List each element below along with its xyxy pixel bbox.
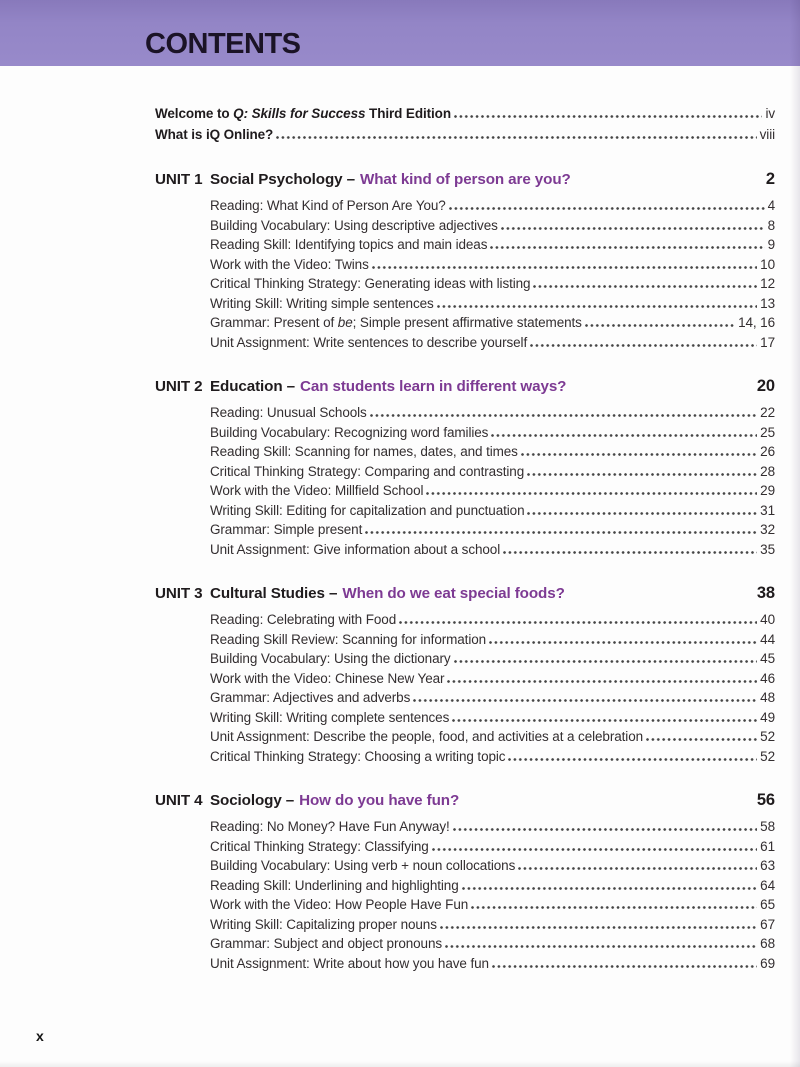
unit-entry-list xyxy=(210,196,775,352)
dot-leader xyxy=(372,265,757,269)
entry-label xyxy=(210,727,643,747)
unit-title xyxy=(210,582,565,606)
dot-leader xyxy=(471,905,757,909)
entry-text: Grammar: Simple present xyxy=(210,522,363,537)
toc-row xyxy=(210,876,775,896)
dot-leader xyxy=(365,530,757,534)
entry-label xyxy=(210,876,459,896)
entry-text: What is iQ Online? xyxy=(155,127,274,142)
toc-row xyxy=(210,333,775,353)
toc-row xyxy=(155,103,775,124)
entry-text: Grammar: Adjectives and adverbs xyxy=(210,690,411,705)
entry-page-number: 49 xyxy=(760,709,775,725)
entry-page-number: 44 xyxy=(760,631,775,647)
entry-label xyxy=(210,481,423,501)
toc-row xyxy=(210,481,775,501)
unit-page-number: 2 xyxy=(765,170,775,188)
entry-text: Reading Skill: Underlining and highlighting xyxy=(210,877,459,893)
entry-page-number: 14, 16 xyxy=(738,315,775,330)
entry-text: Third Edition xyxy=(365,106,451,121)
unit-block xyxy=(155,581,775,766)
dot-leader xyxy=(413,698,757,702)
entry-page-number: 22 xyxy=(760,405,775,420)
entry-text: Work with the Video: Twins xyxy=(210,256,369,272)
toc-row xyxy=(155,124,775,145)
entry-label xyxy=(210,817,450,837)
entry-label xyxy=(155,124,273,145)
entry-page-number: 32 xyxy=(760,522,775,537)
entry-label xyxy=(210,274,530,294)
dot-leader xyxy=(447,679,757,683)
entry-label xyxy=(210,954,489,974)
entry-text: Reading: No Money? Have Fun Anyway! xyxy=(210,819,450,834)
unit-number-label: UNIT 1 xyxy=(155,171,203,188)
entry-text: Building Vocabulary: Recognizing word families xyxy=(210,424,489,440)
entry-label xyxy=(210,649,451,669)
entry-page-number: 35 xyxy=(760,541,775,557)
unit-number-label: UNIT 2 xyxy=(155,378,203,395)
unit-question: How do you have fun? xyxy=(299,792,460,809)
entry-text: Critical Thinking Strategy: Choosing a writing topic xyxy=(210,748,506,764)
toc-row xyxy=(210,255,775,275)
entry-text: Building Vocabulary: Using the dictionary xyxy=(210,651,451,666)
unit-block xyxy=(155,167,775,352)
toc-row xyxy=(210,856,775,876)
entry-text: ; Simple present affirmative statements xyxy=(352,315,582,330)
unit-subject: Education – xyxy=(210,378,295,395)
entry-text: Work with the Video: Millfield School xyxy=(210,483,424,498)
entry-text: Grammar: Present of xyxy=(210,315,338,330)
entry-page-number: 69 xyxy=(760,955,775,971)
entry-page-number: 4 xyxy=(767,198,775,213)
entry-page-number: 26 xyxy=(760,444,775,459)
unit-heading xyxy=(155,167,775,192)
toc-row xyxy=(210,403,775,423)
unit-question: When do we eat special foods? xyxy=(342,585,565,602)
dot-leader xyxy=(449,206,765,210)
unit-page-number: 56 xyxy=(756,791,775,809)
unit-title xyxy=(210,168,571,192)
entry-text: Unit Assignment: Give information about a school xyxy=(210,541,501,557)
entry-label xyxy=(210,255,369,275)
entry-page-number: 58 xyxy=(760,819,775,834)
toc-row xyxy=(210,313,775,333)
unit-question: Can students learn in different ways? xyxy=(299,378,567,395)
entry-page-number: 40 xyxy=(760,612,775,627)
toc-row xyxy=(210,817,775,837)
toc-row xyxy=(210,540,775,560)
entry-label xyxy=(210,895,468,915)
entry-label xyxy=(210,837,429,857)
entry-text: Critical Thinking Strategy: Generating ideas with listing xyxy=(210,276,531,291)
dot-leader xyxy=(492,964,757,968)
dot-leader xyxy=(454,659,758,663)
unit-heading xyxy=(155,374,775,399)
entry-label xyxy=(210,856,515,876)
entry-page-number: 67 xyxy=(760,916,775,932)
entry-label xyxy=(210,915,437,935)
dot-leader xyxy=(508,757,757,761)
unit-title xyxy=(210,789,459,813)
entry-page-number: 45 xyxy=(760,651,775,666)
dot-leader xyxy=(521,452,757,456)
page-title: CONTENTS xyxy=(145,28,301,60)
toc-row xyxy=(210,423,775,443)
entry-page-number: 52 xyxy=(760,729,775,744)
entry-label xyxy=(210,442,518,462)
entry-page-number: 61 xyxy=(760,838,775,854)
contents-header-band xyxy=(0,0,800,66)
dot-leader xyxy=(489,640,757,644)
entry-text: Work with the Video: Chinese New Year xyxy=(210,670,445,686)
entry-text: Building Vocabulary: Using descriptive adjectives xyxy=(210,217,498,233)
entry-text: Building Vocabulary: Using verb + noun collocations xyxy=(210,858,516,873)
toc-row xyxy=(210,895,775,915)
entry-text: Work with the Video: How People Have Fun xyxy=(210,897,469,912)
dot-leader xyxy=(453,827,758,831)
folio-page-number: x xyxy=(36,1028,44,1044)
dot-leader xyxy=(503,550,757,554)
toc-row xyxy=(210,274,775,294)
toc-row xyxy=(210,520,775,540)
dot-leader xyxy=(437,304,757,308)
entry-label xyxy=(210,294,434,314)
entry-page-number: 25 xyxy=(760,424,775,440)
entry-text: Critical Thinking Strategy: Comparing and contrasting xyxy=(210,463,525,479)
dot-leader xyxy=(452,718,757,722)
dot-leader xyxy=(530,343,757,347)
toc-row xyxy=(210,915,775,935)
toc-row xyxy=(210,294,775,314)
entry-text: Critical Thinking Strategy: Classifying xyxy=(210,838,429,854)
dot-leader xyxy=(490,245,764,249)
toc-row xyxy=(210,688,775,708)
entry-page-number: 31 xyxy=(760,502,775,518)
entry-label xyxy=(210,630,486,650)
toc-row xyxy=(210,501,775,521)
dot-leader xyxy=(518,866,757,870)
entry-page-number: 48 xyxy=(760,690,775,705)
dot-leader xyxy=(445,944,757,948)
dot-leader xyxy=(370,413,757,417)
front-matter-list xyxy=(155,103,775,145)
entry-page-number: 46 xyxy=(760,670,775,686)
toc-row xyxy=(210,610,775,630)
entry-page-number: 52 xyxy=(760,748,775,764)
entry-text: Reading: Unusual Schools xyxy=(210,405,367,420)
unit-question: What kind of person are you? xyxy=(359,171,571,188)
toc-row xyxy=(210,747,775,767)
unit-page-number: 38 xyxy=(756,584,775,602)
unit-entry-list xyxy=(210,403,775,559)
entry-page-number: 13 xyxy=(760,295,775,311)
toc-row xyxy=(210,462,775,482)
entry-text: Reading Skill Review: Scanning for information xyxy=(210,631,487,647)
entry-label xyxy=(210,520,362,540)
entry-page-number: 9 xyxy=(767,237,775,252)
entry-label xyxy=(210,669,444,689)
entry-text: Writing Skill: Writing complete sentences xyxy=(210,709,450,725)
entry-text: Reading: Celebrating with Food xyxy=(210,612,397,627)
dot-leader xyxy=(276,135,756,139)
entry-label xyxy=(210,462,524,482)
entry-label xyxy=(210,610,396,630)
entry-text: Welcome to xyxy=(155,106,234,121)
entry-label xyxy=(210,501,524,521)
unit-block xyxy=(155,788,775,973)
dot-leader xyxy=(399,620,757,624)
entry-page-number: 63 xyxy=(760,858,775,873)
unit-subject: Social Psychology – xyxy=(210,171,355,188)
entry-label xyxy=(210,333,527,353)
entry-label xyxy=(210,747,505,767)
entry-page-number: viii xyxy=(759,127,775,142)
entry-label xyxy=(210,313,582,333)
dot-leader xyxy=(501,226,765,230)
entry-label xyxy=(210,423,488,443)
entry-label xyxy=(155,103,451,124)
toc-row xyxy=(210,669,775,689)
dot-leader xyxy=(527,472,757,476)
entry-page-number: 65 xyxy=(760,897,775,912)
entry-label xyxy=(210,688,410,708)
unit-page-number: 20 xyxy=(756,377,775,395)
unit-heading xyxy=(155,581,775,606)
entry-text: Reading: What Kind of Person Are You? xyxy=(210,198,446,213)
dot-leader xyxy=(440,925,757,929)
toc-row xyxy=(210,235,775,255)
dot-leader xyxy=(585,323,735,327)
dot-leader xyxy=(432,847,757,851)
entry-text: Writing Skill: Writing simple sentences xyxy=(210,295,434,311)
unit-number-label: UNIT 3 xyxy=(155,585,203,602)
entry-page-number: 10 xyxy=(760,256,775,272)
entry-text: Reading Skill: Identifying topics and main ideas xyxy=(210,237,488,252)
dot-leader xyxy=(527,511,757,515)
unit-title xyxy=(210,375,566,399)
entry-text: Grammar: Subject and object pronouns xyxy=(210,936,443,951)
toc-row xyxy=(210,649,775,669)
dot-leader xyxy=(426,491,757,495)
entry-page-number: 29 xyxy=(760,483,775,498)
unit-number-label: UNIT 4 xyxy=(155,792,203,809)
unit-entry-list xyxy=(210,817,775,973)
toc-row xyxy=(210,934,775,954)
entry-label xyxy=(210,196,446,216)
toc-row xyxy=(210,196,775,216)
table-of-contents xyxy=(155,103,775,973)
entry-label xyxy=(210,235,487,255)
entry-label xyxy=(210,403,367,423)
unit-subject: Sociology – xyxy=(210,792,295,809)
entry-page-number: 8 xyxy=(767,217,775,233)
entry-page-number: 17 xyxy=(760,334,775,350)
entry-label xyxy=(210,540,500,560)
entry-label xyxy=(210,934,442,954)
toc-row xyxy=(210,954,775,974)
unit-block xyxy=(155,374,775,559)
dot-leader xyxy=(533,284,757,288)
entry-label xyxy=(210,708,449,728)
toc-row xyxy=(210,442,775,462)
entry-text: Reading Skill: Scanning for names, dates, and times xyxy=(210,444,518,459)
entry-page-number: 28 xyxy=(760,463,775,479)
entry-text: Writing Skill: Capitalizing proper nouns xyxy=(210,916,437,932)
entry-text: Writing Skill: Editing for capitalization and punctuation xyxy=(210,502,525,518)
unit-entry-list xyxy=(210,610,775,766)
dot-leader xyxy=(646,737,757,741)
dot-leader xyxy=(454,114,762,118)
entry-text: Unit Assignment: Write about how you have fun xyxy=(210,955,489,971)
entry-text-italic: Q: Skills for Success xyxy=(233,106,366,121)
entry-page-number: 64 xyxy=(760,877,775,893)
entry-label xyxy=(210,216,498,236)
unit-subject: Cultural Studies – xyxy=(210,585,338,602)
toc-row xyxy=(210,630,775,650)
toc-row xyxy=(210,708,775,728)
entry-text-italic: be xyxy=(337,315,353,330)
entry-page-number: 12 xyxy=(760,276,775,291)
entry-text: Unit Assignment: Describe the people, food, and activities at a celebration xyxy=(210,729,644,744)
dot-leader xyxy=(491,433,757,437)
toc-row xyxy=(210,837,775,857)
entry-page-number: iv xyxy=(765,106,775,121)
toc-row xyxy=(210,727,775,747)
dot-leader xyxy=(462,886,758,890)
toc-row xyxy=(210,216,775,236)
unit-heading xyxy=(155,788,775,813)
unit-list xyxy=(155,167,775,973)
entry-text: Unit Assignment: Write sentences to describe yourself xyxy=(210,334,528,350)
entry-page-number: 68 xyxy=(760,936,775,951)
